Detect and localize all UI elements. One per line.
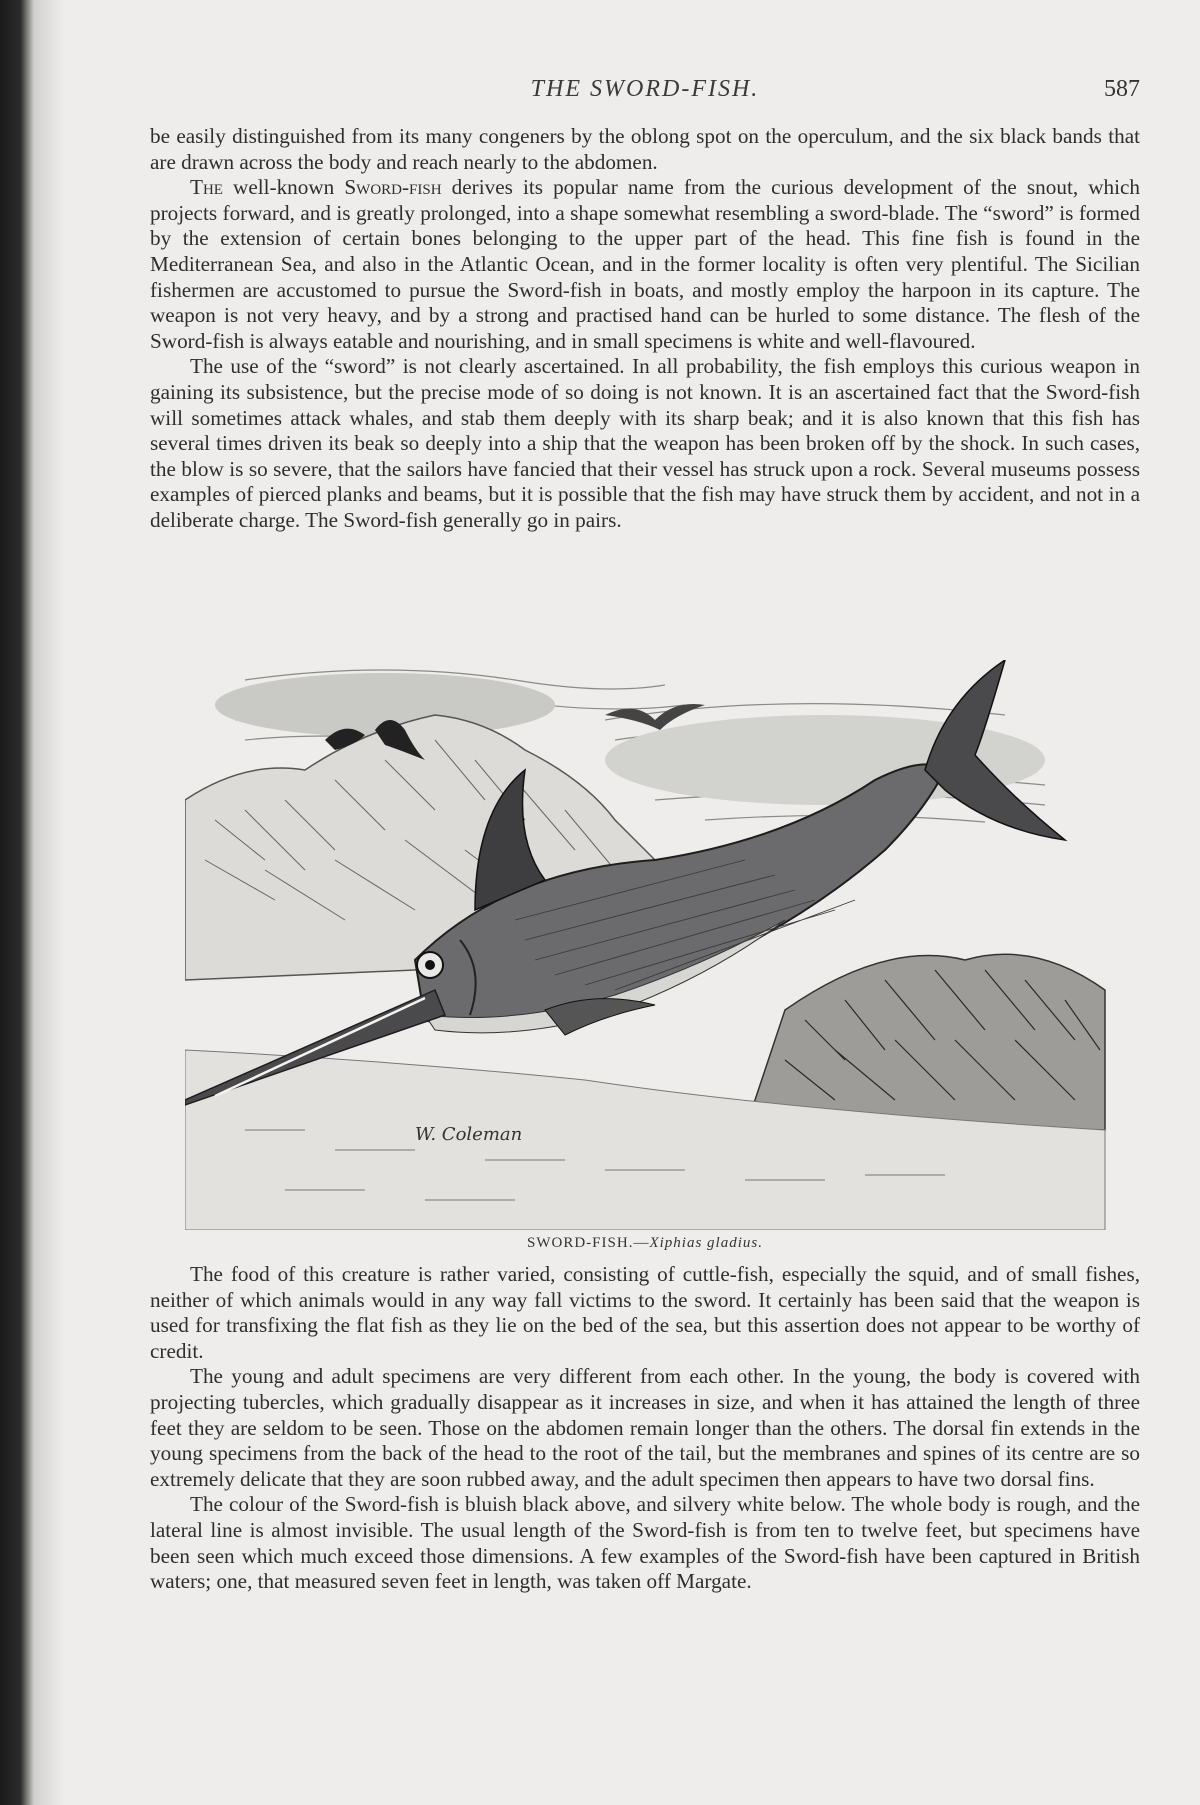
bottom-text-block xyxy=(150,1262,1140,1595)
lead-in-the: The xyxy=(190,175,223,200)
paragraph-4: The food of this creature is rather varied, consisting of cuttle-fish, especially the squid, and of small fishes, neither of which animals would in any way fall victims to the sword. It certainly has been said that the weapon is used for transfixing the flat fish as they lie on the bed of the sea, but this assertion does not appear to be worthy of credit. xyxy=(150,1262,1140,1363)
paragraph-6: The colour of the Sword-fish is bluish black above, and silvery white below. The whole body is rough, and the lateral line is almost invisible. The usual length of the Sword-fish is from ten to twelve feet, but specimens have been seen which much exceed those dimensions. A few examples of the Sword-fish have been captured in British waters; one, that measured seven feet in length, was taken off Margate. xyxy=(150,1492,1140,1594)
caption-main: SWORD-FISH.— xyxy=(527,1235,650,1251)
lead-in-sword-fish: Sword-fish xyxy=(344,175,442,200)
paragraph-3: The use of the “sword” is not clearly ascertained. In all probability, the fish employs this curious weapon in gaining its subsistence, but the precise mode of so doing is not known. It is an ascertained fact that the Sword-fish will sometimes attack whales, and stab them deeply with its sharp beak; and it is also known that this fish has several times driven its beak so deeply into a ship that the weapon has been broken off by the shock. In such cases, the blow is so severe, that the sailors have fancied that their vessel has struck upon a rock. Several museums possess examples of pierced planks and beams, but it is possible that the fish may have struck them by accident, and not in a deliberate charge. The Sword-fish generally go in pairs. xyxy=(150,354,1140,532)
artist-signature: W. Coleman xyxy=(415,1124,523,1145)
caption-latin: Xiphias gladius. xyxy=(649,1235,763,1251)
paragraph-1: be easily distinguished from its many congeners by the oblong spot on the operculum, and the six black bands that are drawn across the body and reach nearly to the abdomen. xyxy=(150,124,1140,174)
paragraph-5: The young and adult specimens are very different from each other. In the young, the body is covered with projecting tubercles, which gradually disappear as it increases in size, and when it has attained the length of three feet they are seldom to be seen. Those on the abdomen remain longer than the others. The dorsal fin extends in the young specimens from the back of the head to the root of the tail, but the membranes and spines of its centre are so extremely delicate that they are soon rubbed away, and the adult specimen then appears to have two dorsal fins. xyxy=(150,1364,1140,1491)
top-text-block xyxy=(150,124,1140,534)
lead-in-well-known: well-known xyxy=(233,175,335,200)
pectoral-fin xyxy=(545,999,655,1035)
seabed-rocks xyxy=(745,954,1105,1130)
swordfish-pupil xyxy=(425,960,435,970)
running-title: THE SWORD-FISH. xyxy=(530,76,760,102)
figure-caption xyxy=(150,1235,1140,1252)
gutter-shadow xyxy=(34,0,64,1805)
book-spine xyxy=(0,0,34,1805)
paragraph-2-body: derives its popular name from the curious development of the snout, which projects forward, and is greatly prolonged, into a shape somewhat resembling a sword-blade. The “sword” is formed by the extension of certain bones belonging to the upper part of the head. This fine fish is found in the Mediterranean Sea, and also in the Atlantic Ocean, and in the former locality is often very plentiful. The Sicilian fishermen are accustomed to pursue the Sword-fish in boats, and mostly employ the harpoon in its capture. The weapon is not very heavy, and by a strong and practised hand can be hurled to some distance. The flesh of the Sword-fish is always eatable and nourishing, and in small specimens is white and well-flavoured. xyxy=(150,175,1141,353)
page-header xyxy=(150,76,1140,110)
page-number: 587 xyxy=(1104,76,1140,102)
swordfish-engraving xyxy=(185,660,1125,1230)
paragraph-2 xyxy=(150,175,1140,354)
